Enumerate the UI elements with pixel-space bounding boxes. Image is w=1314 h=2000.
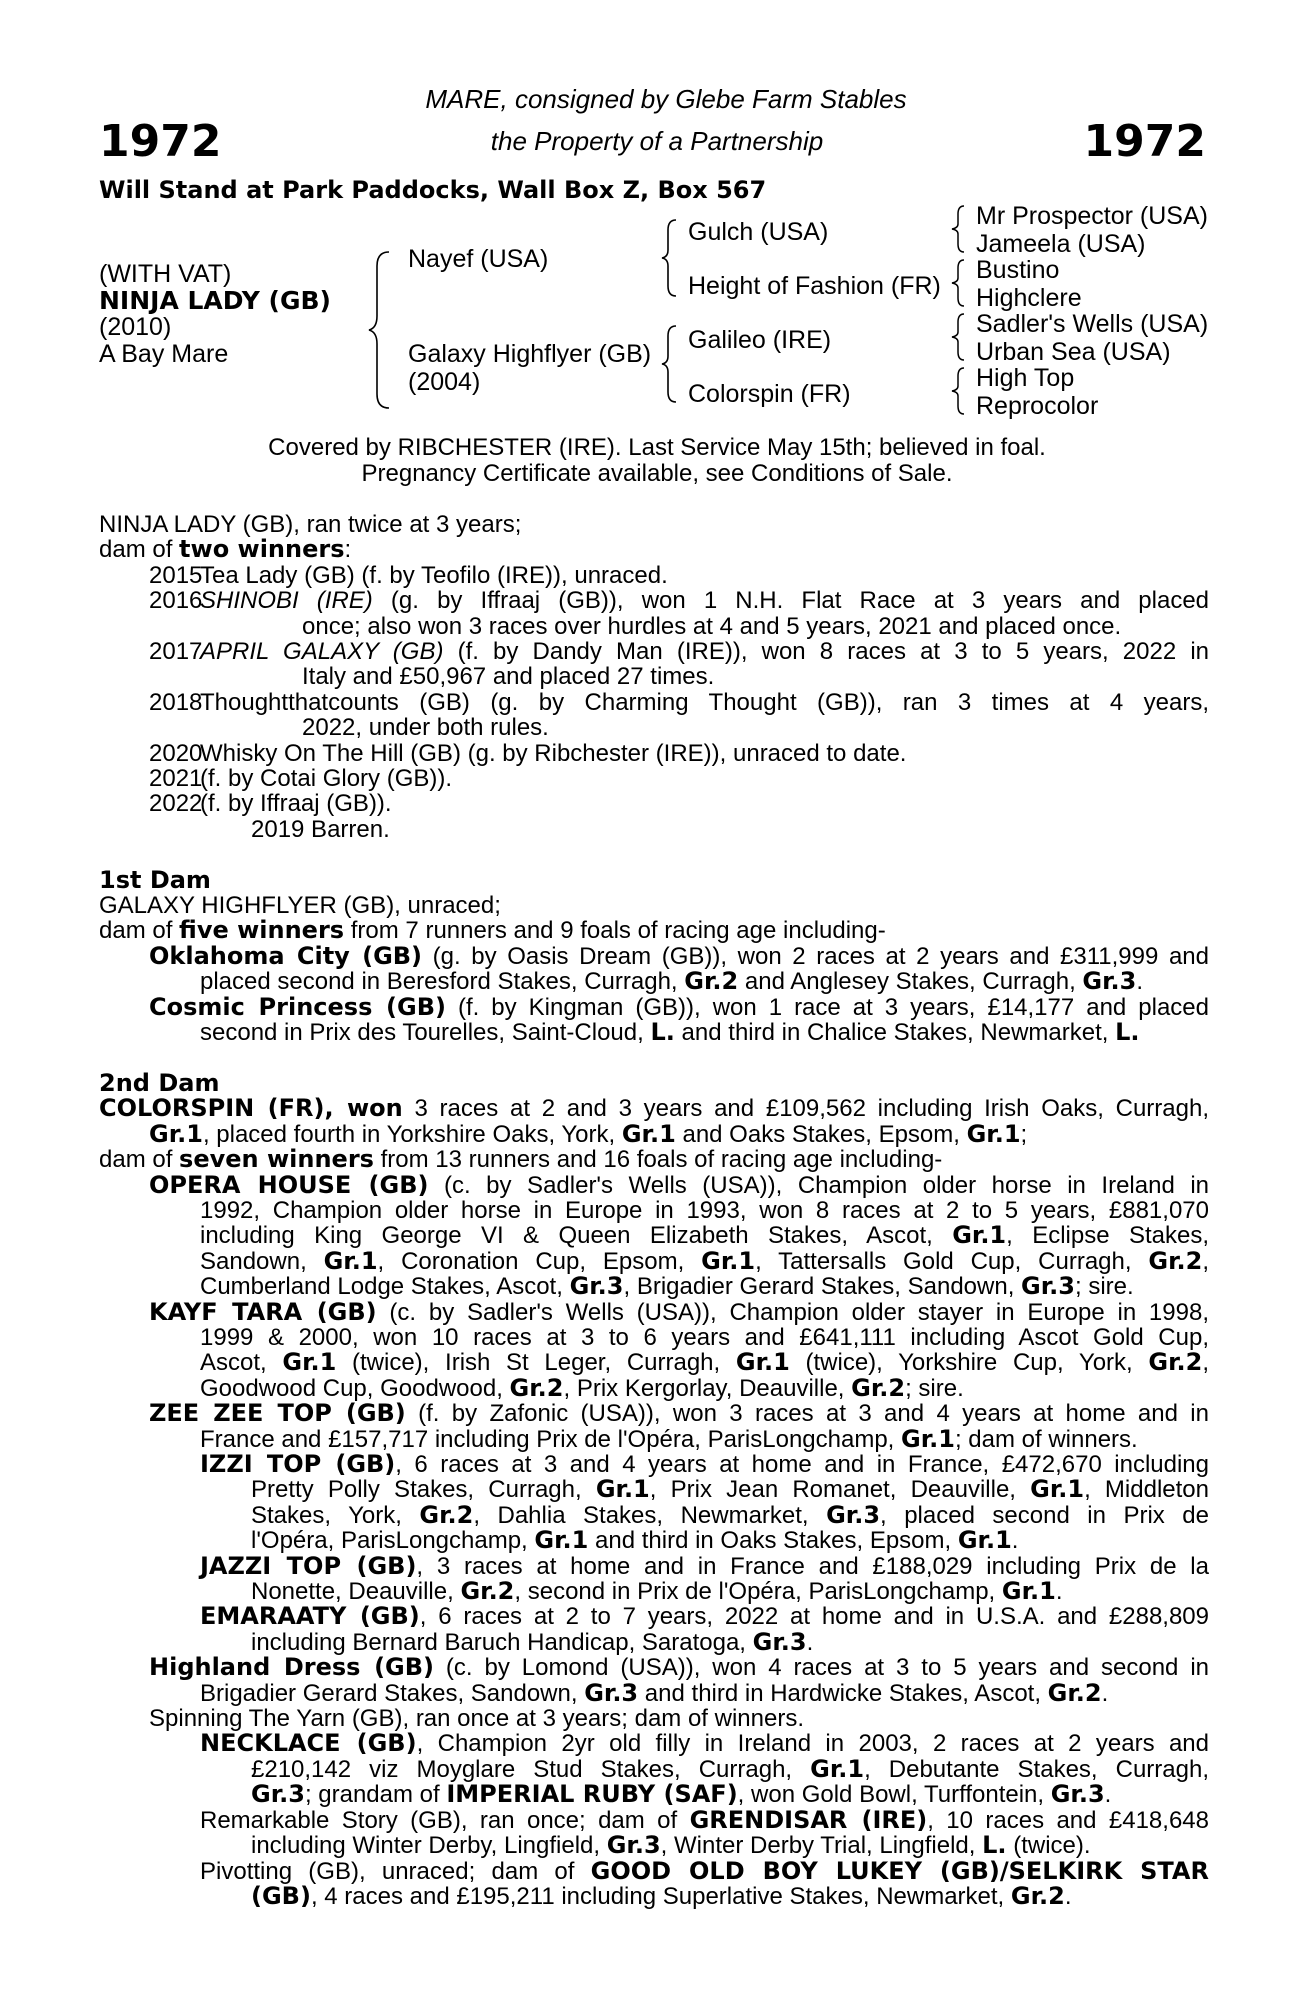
- progeny-cont: Gr.3; grandam of IMPERIAL RUBY (SAF), won Gold Bowl, Turffontein, Gr.3.: [251, 1780, 1112, 1809]
- progeny-cont: Ascot, Gr.1 (twice), Irish St Leger, Curragh, Gr.1 (twice), Yorkshire Cup, York, Gr.2,: [200, 1348, 1209, 1377]
- third-dam-progeny: IZZI TOP (GB), 6 races at 3 and 4 years at home and in France, £472,670 including: [200, 1450, 1210, 1478]
- third-dam-progeny: EMARAATY (GB), 6 races at 2 to 7 years, 2022 at home and in U.S.A. and £288,809: [200, 1602, 1210, 1631]
- second-dam-progeny: Spinning The Yarn (GB), ran once at 3 years; dam of winners.: [149, 1705, 805, 1733]
- second-dam-heading: 2nd Dam: [99, 1068, 220, 1097]
- second-dam-line: dam of seven winners from 13 runners and 16 foals of racing age including-: [99, 1145, 943, 1174]
- dam-dam-dam: Reprocolor: [976, 392, 1099, 420]
- dam-sire-sire: Sadler's Wells (USA): [976, 310, 1209, 338]
- sire-dam-dam: Highclere: [976, 284, 1082, 312]
- produce-dam-of: dam of two winners:: [99, 535, 352, 564]
- first-dam-progeny-cont: second in Prix des Tourelles, Saint-Cloud, L. and third in Chalice Stakes, Newmarket, L.: [200, 1018, 1140, 1047]
- second-dam-progeny: Highland Dress (GB) (c. by Lomond (USA)), won 4 races at 3 to 5 years and second in: [149, 1653, 1209, 1682]
- produce-row: 2015Tea Lady (GB) (f. by Teofilo (IRE)), unraced.: [149, 561, 668, 589]
- progeny-cont: Stakes, York, Gr.2, Dahlia Stakes, Newmarket, Gr.3, placed second in Prix de: [251, 1500, 1209, 1529]
- produce-row: 2021(f. by Cotai Glory (GB)).: [149, 765, 453, 793]
- produce-intro: NINJA LADY (GB), ran twice at 3 years;: [99, 511, 522, 538]
- sire-sire-sire: Mr Prospector (USA): [976, 202, 1208, 230]
- covered-line: Covered by RIBCHESTER (IRE). Last Service May 15th; believed in foal.: [268, 434, 1046, 461]
- progeny-cont: £210,142 viz Moyglare Stud Stakes, Curragh, Gr.1, Debutante Stakes, Curragh,: [251, 1754, 1209, 1783]
- dam-sire-dam: Urban Sea (USA): [976, 338, 1171, 366]
- catalogue-body: [99, 512, 1209, 1909]
- produce-row-cont: 2022, under both rules.: [302, 714, 549, 742]
- progeny-cont: Goodwood Cup, Goodwood, Gr.2, Prix Kergorlay, Deauville, Gr.2; sire.: [200, 1373, 964, 1402]
- progeny-cont: including Winter Derby, Lingfield, Gr.3, Winter Derby Trial, Lingfield, L. (twice).: [251, 1831, 1091, 1860]
- vat-note: (WITH VAT): [99, 260, 232, 288]
- pedigree-brace-3d: [950, 366, 968, 416]
- second-dam-progeny: Pivotting (GB), unraced; dam of GOOD OLD BOY LUKEY (GB)/SELKIRK STAR: [200, 1856, 1209, 1885]
- pedigree-brace-2a: [660, 218, 682, 298]
- dam-dam-sire: High Top: [976, 364, 1075, 392]
- third-dam-progeny: NECKLACE (GB), Champion 2yr old filly in Ireland in 2003, 2 races at 2 years and: [200, 1729, 1210, 1758]
- second-dam-progeny: KAYF TARA (GB) (c. by Sadler's Wells (USA)), Champion older stayer in Europe in 1998,: [149, 1297, 1209, 1326]
- progeny-cont: 1992, Champion older horse in Europe in 1993, won 8 races at 2 to 5 years, £881,070: [200, 1196, 1209, 1224]
- dam-dam: Colorspin (FR): [688, 380, 851, 408]
- horse-year: (2010): [99, 313, 172, 341]
- second-dam-progeny: ZEE ZEE TOP (GB) (f. by Zafonic (USA)), won 3 races at 3 and 4 years at home and in: [149, 1399, 1209, 1428]
- stand-location: Will Stand at Park Paddocks, Wall Box Z, Box 567: [99, 176, 767, 204]
- progeny-cont: Cumberland Lodge Stakes, Ascot, Gr.3, Brigadier Gerard Stakes, Sandown, Gr.3; sire.: [200, 1272, 1134, 1301]
- progeny-cont: including Bernard Baruch Handicap, Saratoga, Gr.3.: [251, 1627, 814, 1656]
- pedigree-brace-3a: [950, 204, 968, 254]
- produce-row: 2020Whisky On The Hill (GB) (g. by Ribchester (IRE)), unraced to date.: [149, 739, 907, 767]
- pedigree-brace-3c: [950, 312, 968, 362]
- produce-barren: 2019 Barren.: [251, 815, 390, 843]
- progeny-cont: Brigadier Gerard Stakes, Sandown, Gr.3 and third in Hardwicke Stakes, Ascot, Gr.2.: [200, 1678, 1109, 1707]
- sire-sire: Gulch (USA): [688, 218, 829, 246]
- produce-row: 2016SHINOBI (IRE) (g. by Iffraaj (GB)), won 1 N.H. Flat Race at 3 years and placed: [149, 587, 1210, 615]
- progeny-cont: Sandown, Gr.1, Coronation Cup, Epsom, Gr.1, Tattersalls Gold Cup, Curragh, Gr.2,: [200, 1246, 1210, 1275]
- lot-number-left: 1972: [99, 116, 222, 167]
- pedigree-brace-2b: [660, 324, 682, 404]
- progeny-cont: l'Opéra, ParisLongchamp, Gr.1 and third in Oaks Stakes, Epsom, Gr.1.: [251, 1526, 1019, 1555]
- progeny-cont: Pretty Polly Stakes, Curragh, Gr.1, Prix Jean Romanet, Deauville, Gr.1, Middleton: [251, 1475, 1209, 1504]
- sire-dam: Height of Fashion (FR): [688, 272, 941, 300]
- sire-dam-sire: Bustino: [976, 256, 1060, 284]
- first-dam-progeny: Cosmic Princess (GB) (f. by Kingman (GB)), won 1 race at 3 years, £14,177 and placed: [149, 992, 1209, 1021]
- produce-row-cont: Italy and £50,967 and placed 27 times.: [302, 663, 715, 691]
- progeny-cont: (GB), 4 races and £195,211 including Superlative Stakes, Newmarket, Gr.2.: [251, 1881, 1072, 1910]
- progeny-cont: France and £157,717 including Prix de l'Opéra, ParisLongchamp, Gr.1; dam of winners.: [200, 1424, 1138, 1453]
- sire: Nayef (USA): [408, 245, 549, 273]
- pedigree-brace-1: [367, 250, 397, 410]
- first-dam-progeny: Oklahoma City (GB) (g. by Oasis Dream (GB)), won 2 races at 2 years and £311,999 and: [149, 941, 1209, 970]
- sire-sire-dam: Jameela (USA): [976, 230, 1146, 258]
- first-dam-heading: 1st Dam: [99, 865, 211, 894]
- lot-number-right: 1972: [1083, 116, 1206, 167]
- produce-row: 2022(f. by Iffraaj (GB)).: [149, 790, 392, 818]
- property-line: the Property of a Partnership: [490, 126, 824, 156]
- horse-name: NINJA LADY (GB): [99, 286, 331, 315]
- produce-row: 2017APRIL GALAXY (GB) (f. by Dandy Man (IRE)), won 8 races at 3 to 5 years, 2022 in: [149, 638, 1210, 666]
- pregnancy-line: Pregnancy Certificate available, see Conditions of Sale.: [361, 460, 953, 487]
- progeny-cont: including King George VI & Queen Elizabeth Stakes, Ascot, Gr.1, Eclipse Stakes,: [200, 1221, 1209, 1250]
- progeny-cont: Nonette, Deauville, Gr.2, second in Prix de l'Opéra, ParisLongchamp, Gr.1.: [251, 1577, 1063, 1606]
- second-dam-progeny: Remarkable Story (GB), ran once; dam of GRENDISAR (IRE), 10 races and £418,648: [200, 1805, 1209, 1834]
- horse-description: A Bay Mare: [99, 340, 229, 368]
- produce-row-cont: once; also won 3 races over hurdles at 4 and 5 years, 2021 and placed once.: [302, 612, 1122, 640]
- consignor-line: MARE, consigned by Glebe Farm Stables: [425, 84, 907, 114]
- first-dam-line: GALAXY HIGHFLYER (GB), unraced;: [99, 892, 501, 920]
- dam-sire: Galileo (IRE): [688, 326, 832, 354]
- third-dam-progeny: JAZZI TOP (GB), 3 races at home and in France and £188,029 including Prix de la: [200, 1551, 1209, 1580]
- second-dam-line: Gr.1, placed fourth in Yorkshire Oaks, York, Gr.1 and Oaks Stakes, Epsom, Gr.1;: [149, 1119, 1028, 1148]
- second-dam-progeny: OPERA HOUSE (GB) (c. by Sadler's Wells (USA)), Champion older horse in Ireland in: [149, 1170, 1209, 1199]
- dam-year: (2004): [408, 368, 481, 396]
- pedigree-brace-3b: [950, 258, 968, 308]
- produce-row: 2018Thoughtthatcounts (GB) (g. by Charming Thought (GB)), ran 3 times at 4 years,: [149, 688, 1209, 716]
- first-dam-line: dam of five winners from 7 runners and 9 foals of racing age including-: [99, 916, 886, 945]
- second-dam-line: COLORSPIN (FR), won 3 races at 2 and 3 years and £109,562 including Irish Oaks, Curragh,: [99, 1094, 1209, 1123]
- first-dam-progeny-cont: placed second in Beresford Stakes, Curragh, Gr.2 and Anglesey Stakes, Curragh, Gr.3.: [200, 967, 1144, 996]
- dam: Galaxy Highflyer (GB): [408, 340, 652, 368]
- progeny-cont: 1999 & 2000, won 10 races at 3 to 6 years and £641,111 including Ascot Gold Cup,: [200, 1323, 1209, 1351]
